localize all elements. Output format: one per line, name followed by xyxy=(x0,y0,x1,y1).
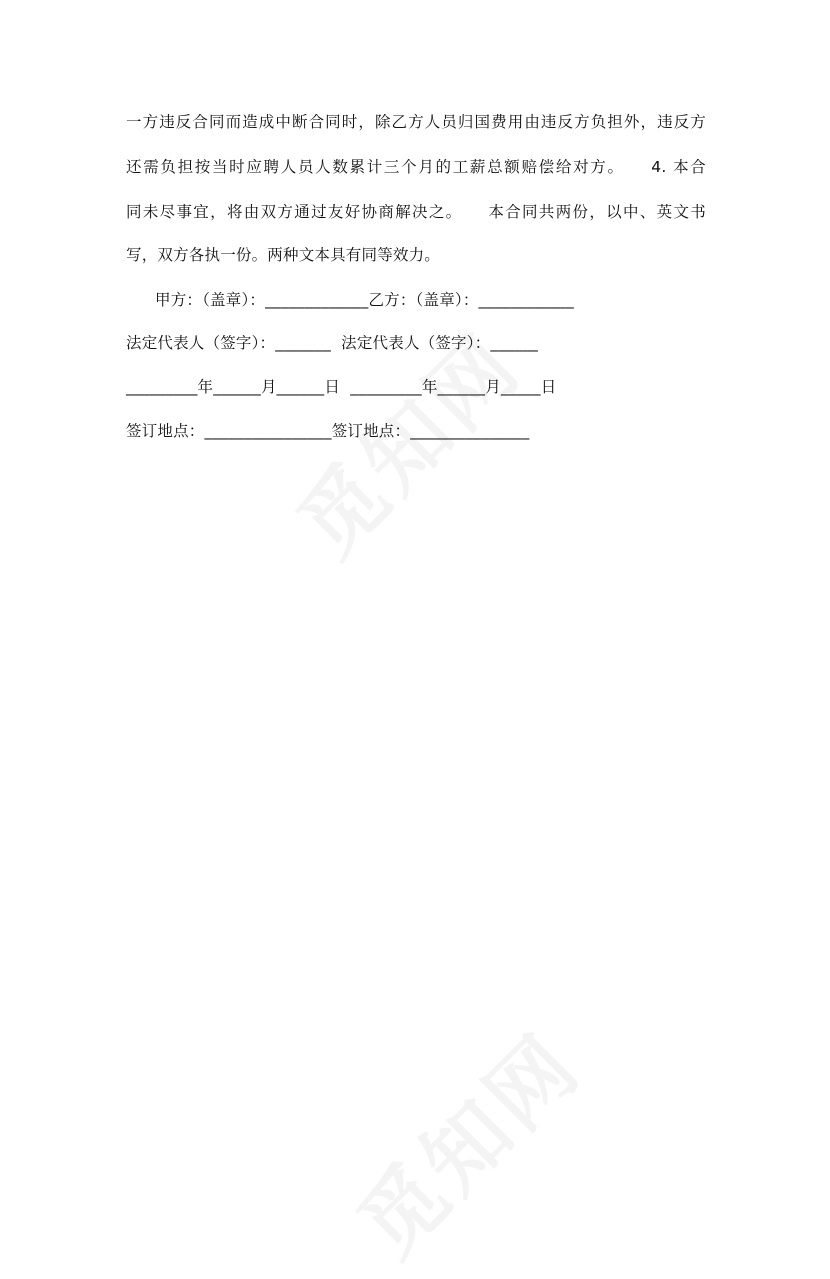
body-line-3: 同未尽事宜，将由双方通过友好协商解决之。 本合同共两份，以中、英文书 xyxy=(126,203,706,221)
body-line-4: 写，双方各执一份。两种文本具有同等效力。 xyxy=(126,246,441,264)
signature-places: 签订地点：________________签订地点：_______________ xyxy=(126,422,530,440)
signature-representatives: 法定代表人（签字）：_______ 法定代表人（签字）：______ xyxy=(126,334,539,352)
signature-dates: _________年______月______日 _________年______月_____日 xyxy=(126,378,557,396)
signature-parties: 甲方：（盖章）：_____________乙方：（盖章）：____________ xyxy=(155,291,574,309)
watermark-bottom xyxy=(327,1002,603,1278)
body-line-2: 还需负担按当时应聘人员人数累计三个月的工薪总额赔偿给对方。 4. 本合 xyxy=(126,158,706,176)
body-line-1: 一方违反合同而造成中断合同时，除乙方人员归国费用由违反方负担外，违反方 xyxy=(126,113,706,131)
